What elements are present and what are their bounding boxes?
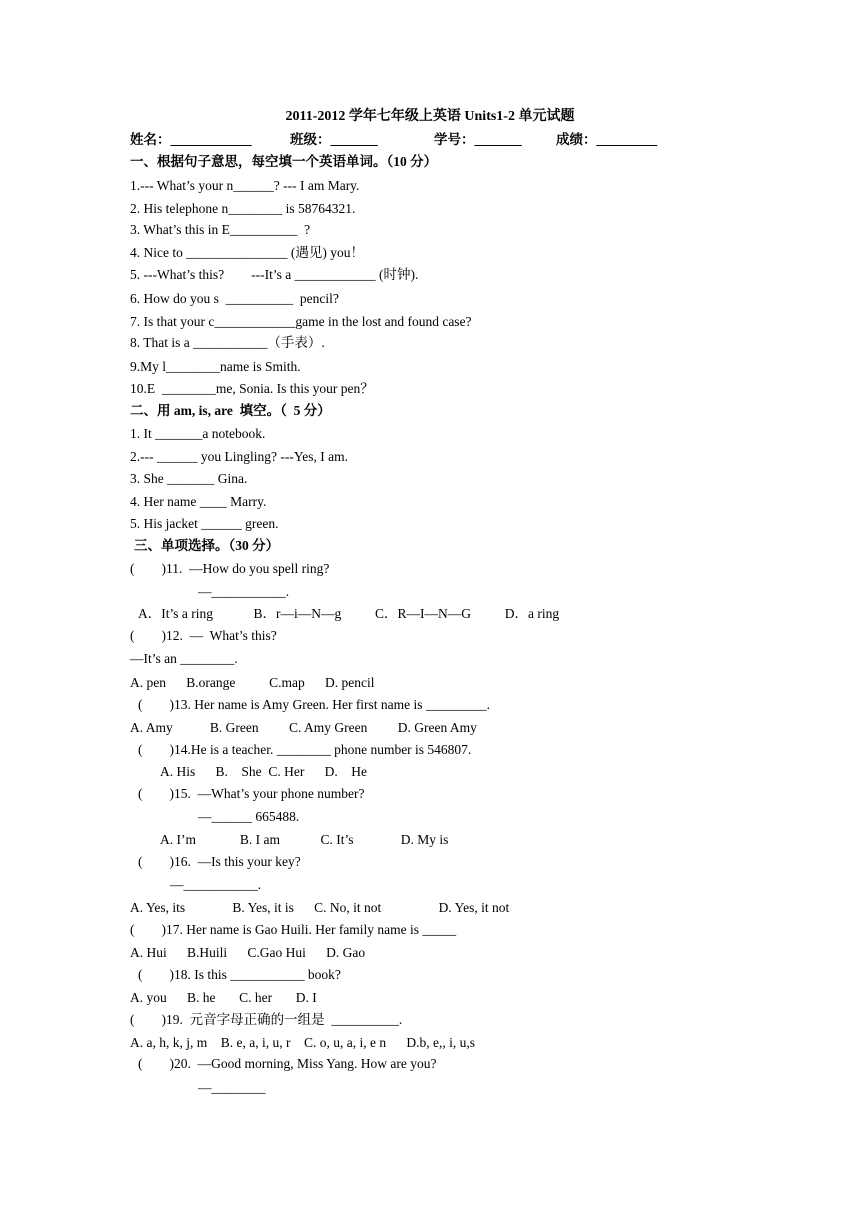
name-field-label: 姓名：____________ (130, 132, 252, 147)
section2-item: 4. Her name ____ Marry. (130, 494, 267, 509)
answer-blank: —___________. (198, 584, 290, 599)
answer-blank: —___________. (170, 877, 262, 892)
section2-item: 5. His jacket ______ green. (130, 516, 279, 531)
section1-item: 3. What’s this in E__________ ? (130, 222, 311, 237)
section1-item: 4. Nice to _______________ (遇见) you！ (130, 245, 364, 260)
options-line: A. pen B.orange C.map D. pencil (130, 675, 375, 690)
options-line: A. Amy B. Green C. Amy Green D. Green Amy (130, 720, 477, 735)
score-field-label: 成绩：_________ (556, 132, 658, 147)
class-field-label: 班级：_______ (290, 132, 378, 147)
options-line: A. Yes, its B. Yes, it is C. No, it not D. Yes, it not (130, 900, 510, 915)
section2-heading: 二、用 am, is, are 填空。（ 5 分） (130, 403, 331, 418)
question-line: ( )12. — What’s this? (130, 628, 277, 643)
question-line: ( )19. 元音字母正确的一组是 __________. (130, 1012, 403, 1027)
question-line: ( )15. —What’s your phone number? (138, 786, 365, 801)
section2-item: 2.--- ______ you Lingling? ---Yes, I am. (130, 449, 348, 464)
page-title: 2011-2012 学年七年级上英语 Units1-2 单元试题 (285, 109, 575, 124)
section1-heading: 一、根据句子意思，每空填一个英语单词。（10 分） (130, 154, 438, 169)
section1-item: 10.E ________me, Sonia. Is this your pen？ (130, 381, 374, 396)
section1-item: 5. ---What’s this? ---It’s a ____________ (时钟). (130, 267, 419, 282)
options-line: A．It’s a ring B．r—i—N—g C．R—I—N—G D．a ring (138, 606, 560, 621)
question-line: ( )16. —Is this your key? (138, 854, 301, 869)
options-line: A. Hui B.Huili C.Gao Hui D. Gao (130, 945, 366, 960)
question-line: ( )11. —How do you spell ring? (130, 561, 330, 576)
question-line: ( )20. —Good morning, Miss Yang. How are you? (138, 1056, 437, 1071)
section1-item: 1.--- What’s your n______? --- I am Mary. (130, 178, 360, 193)
answer-blank: —________ (198, 1080, 266, 1095)
question-line: ( )13. Her name is Amy Green. Her first name is _________. (138, 697, 491, 712)
section2-item: 1. It _______a notebook. (130, 426, 266, 441)
question-line: ( )18. Is this ___________ book? (138, 967, 341, 982)
options-line: A. I’m B. I am C. It’s D. My is (160, 832, 449, 847)
section3-heading: 三、单项选择。（30 分） (134, 538, 280, 553)
section2-item: 3. She _______ Gina. (130, 471, 248, 486)
section1-item: 9.My l________name is Smith. (130, 359, 301, 374)
student-number-field-label: 学号：_______ (434, 132, 522, 147)
answer-blank: —______ 665488. (198, 809, 300, 824)
question-line: ( )14.He is a teacher. ________ phone number is 546807. (138, 742, 472, 757)
section1-item: 2. His telephone n________ is 58764321. (130, 201, 356, 216)
section1-item: 8. That is a ___________（手表）. (130, 335, 325, 350)
question-line: ( )17. Her name is Gao Huili. Her family name is _____ (130, 922, 457, 937)
options-line: A. a, h, k, j, m B. e, a, i, u, r C. o, u, a, i, e n D.b, e,, i, u,s (130, 1035, 475, 1050)
answer-line: —It’s an ________. (130, 651, 238, 666)
section1-item: 6. How do you s __________ pencil? (130, 291, 339, 306)
options-line: A. you B. he C. her D. I (130, 990, 317, 1005)
options-line: A. His B. She C. Her D. He (160, 764, 367, 779)
section1-item: 7. Is that your c____________game in the lost and found case? (130, 314, 472, 329)
